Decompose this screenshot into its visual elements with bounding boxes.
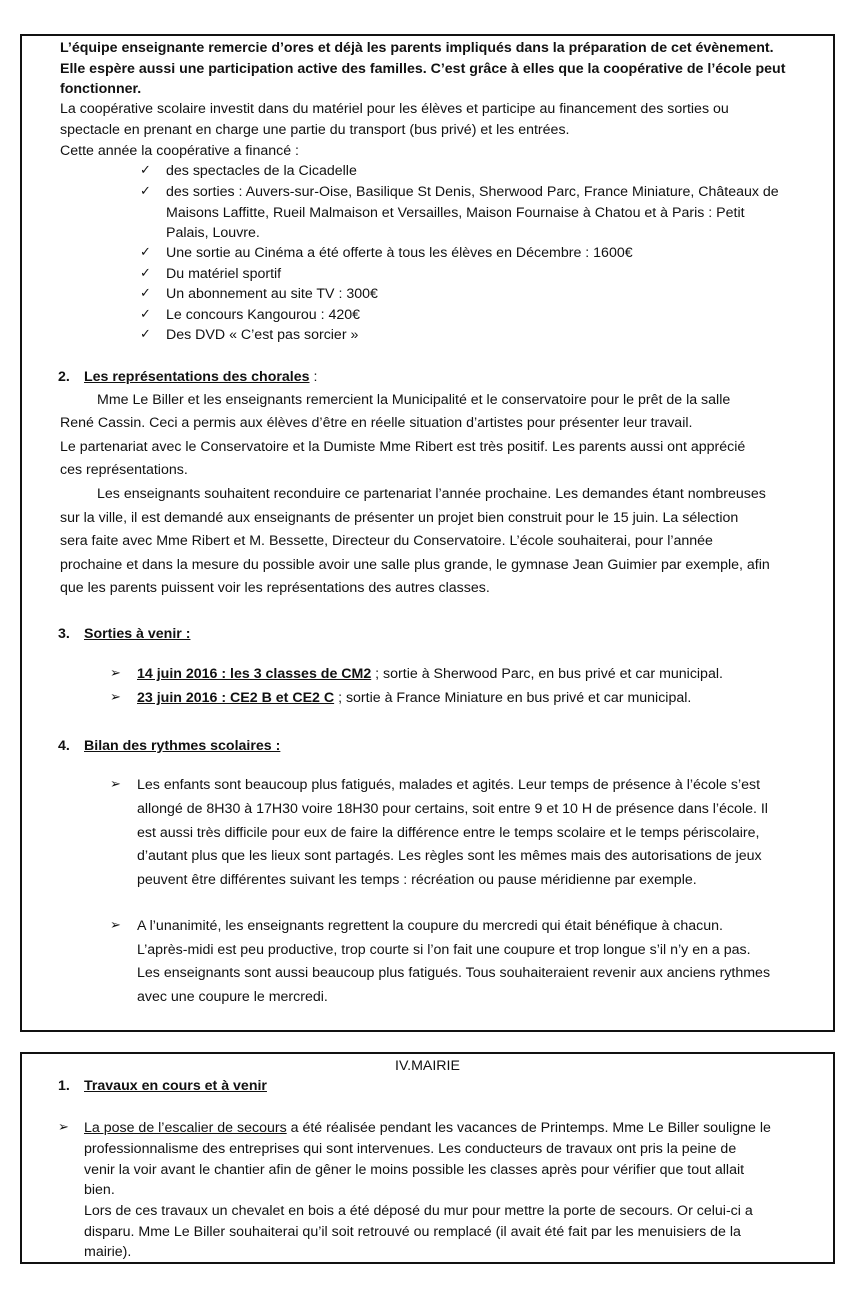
- outing-1-date: 14 juin 2016 : les 3 classes de CM2: [137, 666, 372, 682]
- outing-item-1: [137, 664, 723, 684]
- s2-line-6: sur la ville, il est demandé aux enseignants de présenter un projet bien construit pour le 15 juin. La sélection: [60, 510, 739, 526]
- check-icon: ✓: [140, 327, 151, 342]
- section-2-colon: :: [309, 369, 318, 385]
- financed-item-4: Du matériel sportif: [166, 266, 282, 282]
- s2-line-9: que les parents puissent voir les représentations des autres classes.: [60, 580, 490, 596]
- financed-item-7: Des DVD « C’est pas sorcier »: [166, 327, 359, 343]
- rythmes-p2-line-1: A l’unanimité, les enseignants regrettent la coupure du mercredi qui était bénéfique à chacun.: [137, 918, 723, 934]
- arrow-bullet-icon: ➢: [110, 918, 121, 933]
- financed-item-2: des sorties : Auvers-sur-Oise, Basilique St Denis, Sherwood Parc, France Miniature, Châteaux de: [166, 184, 779, 200]
- mairie-section-1-title: Travaux en cours et à venir: [84, 1078, 267, 1094]
- mairie-section-1-number: 1.: [58, 1078, 70, 1094]
- section-4-number: 4.: [58, 738, 70, 754]
- intro-line-6: Cette année la coopérative a financé :: [60, 143, 299, 159]
- rythmes-p2-line-4: avec une coupure le mercredi.: [137, 989, 328, 1005]
- escalier-line-4: bien.: [84, 1182, 115, 1198]
- check-icon: ✓: [140, 184, 151, 199]
- outing-item-2: [137, 688, 691, 708]
- outing-1-details: ; sortie à Sherwood Parc, en bus privé et car municipal.: [371, 666, 723, 682]
- arrow-bullet-icon: ➢: [110, 666, 121, 681]
- rythmes-p1-line-3: est aussi très difficile pour eux de faire la différence entre le temps scolaire et le temps périscolaire,: [137, 825, 760, 841]
- section-2-title: Les représentations des chorales: [84, 369, 310, 385]
- intro-line-2: Elle espère aussi une participation active des familles. C’est grâce à elles que la coopérative de l’école peut: [60, 61, 786, 77]
- financed-item-1: des spectacles de la Cicadelle: [166, 163, 357, 179]
- s2-line-4: ces représentations.: [60, 462, 188, 478]
- escalier-line-3: venir la voir avant le chantier afin de gêner le moins possible les classes après pour vérifier que tout allait: [84, 1162, 745, 1178]
- financed-item-2-cont: Palais, Louvre.: [166, 225, 260, 241]
- outing-2-details: ; sortie à France Miniature en bus privé et car municipal.: [334, 690, 692, 706]
- arrow-bullet-icon: ➢: [110, 777, 121, 792]
- financed-item-3: Une sortie au Cinéma a été offerte à tous les élèves en Décembre : 1600€: [166, 245, 633, 261]
- escalier-line-1-rest: a été réalisée pendant les vacances de Printemps. Mme Le Biller souligne le: [286, 1120, 771, 1136]
- check-icon: ✓: [140, 266, 151, 281]
- escalier-line-5: Lors de ces travaux un chevalet en bois a été déposé du mur pour mettre la porte de secours. Or celui-ci a: [84, 1203, 753, 1219]
- rythmes-p1-line-2: allongé de 8H30 à 17H30 voire 18H30 pour certains, soit entre 9 et 10 H de présence dans l’école. Il: [137, 801, 768, 817]
- check-icon: ✓: [140, 163, 151, 178]
- s2-line-8: prochaine et dans la mesure du possible avoir une salle plus grande, le gymnase Jean Guimier par exemple, afin: [60, 557, 770, 573]
- check-icon: ✓: [140, 245, 151, 260]
- rythmes-p2-line-3: Les enseignants sont aussi beaucoup plus fatigués. Tous souhaiteraient revenir aux anciens rythmes: [137, 965, 771, 981]
- rythmes-p2-line-2: L’après-midi est peu productive, trop courte si l’on fait une coupure et trop longue s’il n’y en a pas.: [137, 942, 751, 958]
- rythmes-p1-line-4: d’autant plus que les lieux sont partagés. Les règles sont les mêmes mais des autorisations de jeux: [137, 848, 762, 864]
- section-4-title: Bilan des rythmes scolaires :: [84, 738, 281, 754]
- s2-line-1: Mme Le Biller et les enseignants remercient la Municipalité et le conservatoire pour le prêt de la salle: [97, 392, 731, 408]
- arrow-bullet-icon: ➢: [58, 1120, 69, 1135]
- intro-line-4: La coopérative scolaire investit dans du matériel pour les élèves et participe au financement des sorties ou: [60, 101, 729, 117]
- s2-line-3: Le partenariat avec le Conservatoire et la Dumiste Mme Ribert est très positif. Les parents aussi ont apprécié: [60, 439, 746, 455]
- arrow-bullet-icon: ➢: [110, 690, 121, 705]
- intro-line-5: spectacle en prenant en charge une partie du transport (bus privé) et les entrées.: [60, 122, 570, 138]
- check-icon: ✓: [140, 307, 151, 322]
- outing-2-date: 23 juin 2016 : CE2 B et CE2 C: [137, 690, 335, 706]
- financed-item-2-cont: Maisons Laffitte, Rueil Malmaison et Versailles, Maison Fournaise à Chatou et à Paris : Petit: [166, 205, 745, 221]
- rythmes-p1-line-5: peuvent être différentes suivant les temps : récréation ou pause méridienne par exemple.: [137, 872, 697, 888]
- escalier-line-7: mairie).: [84, 1244, 132, 1260]
- escalier-line-2: professionnalisme des entreprises qui sont intervenues. Les conducteurs de travaux ont pris la peine de: [84, 1141, 737, 1157]
- escalier-line-6: disparu. Mme Le Biller souhaiterai qu’il soit retrouvé ou remplacé (il avait été fait par les menuisiers de la: [84, 1224, 741, 1240]
- s2-line-5: Les enseignants souhaitent reconduire ce partenariat l’année prochaine. Les demandes étant nombreuses: [97, 486, 766, 502]
- section-3-title: Sorties à venir :: [84, 626, 191, 642]
- intro-line-3: fonctionner.: [60, 81, 142, 97]
- check-icon: ✓: [140, 286, 151, 301]
- escalier-line-1: [84, 1118, 771, 1138]
- s2-line-2: René Cassin. Ceci a permis aux élèves d’être en réelle situation d’artistes pour présenter leur travail.: [60, 415, 693, 431]
- intro-line-1: L’équipe enseignante remercie d’ores et déjà les parents impliqués dans la préparation de cet évènement.: [60, 40, 774, 56]
- s2-line-7: sera faite avec Mme Ribert et M. Bessette, Directeur du Conservatoire. L’école souhaiterai, pour l’année: [60, 533, 713, 549]
- financed-item-6: Le concours Kangourou : 420€: [166, 307, 361, 323]
- financed-item-5: Un abonnement au site TV : 300€: [166, 286, 378, 302]
- section-2-number: 2.: [58, 369, 70, 385]
- section-2-heading: [84, 367, 317, 387]
- rythmes-p1-line-1: Les enfants sont beaucoup plus fatigués, malades et agités. Leur temps de présence à l’école s’est: [137, 777, 761, 793]
- mairie-heading: IV.MAIRIE: [395, 1058, 460, 1074]
- escalier-lead: La pose de l’escalier de secours: [84, 1120, 287, 1136]
- section-3-number: 3.: [58, 626, 70, 642]
